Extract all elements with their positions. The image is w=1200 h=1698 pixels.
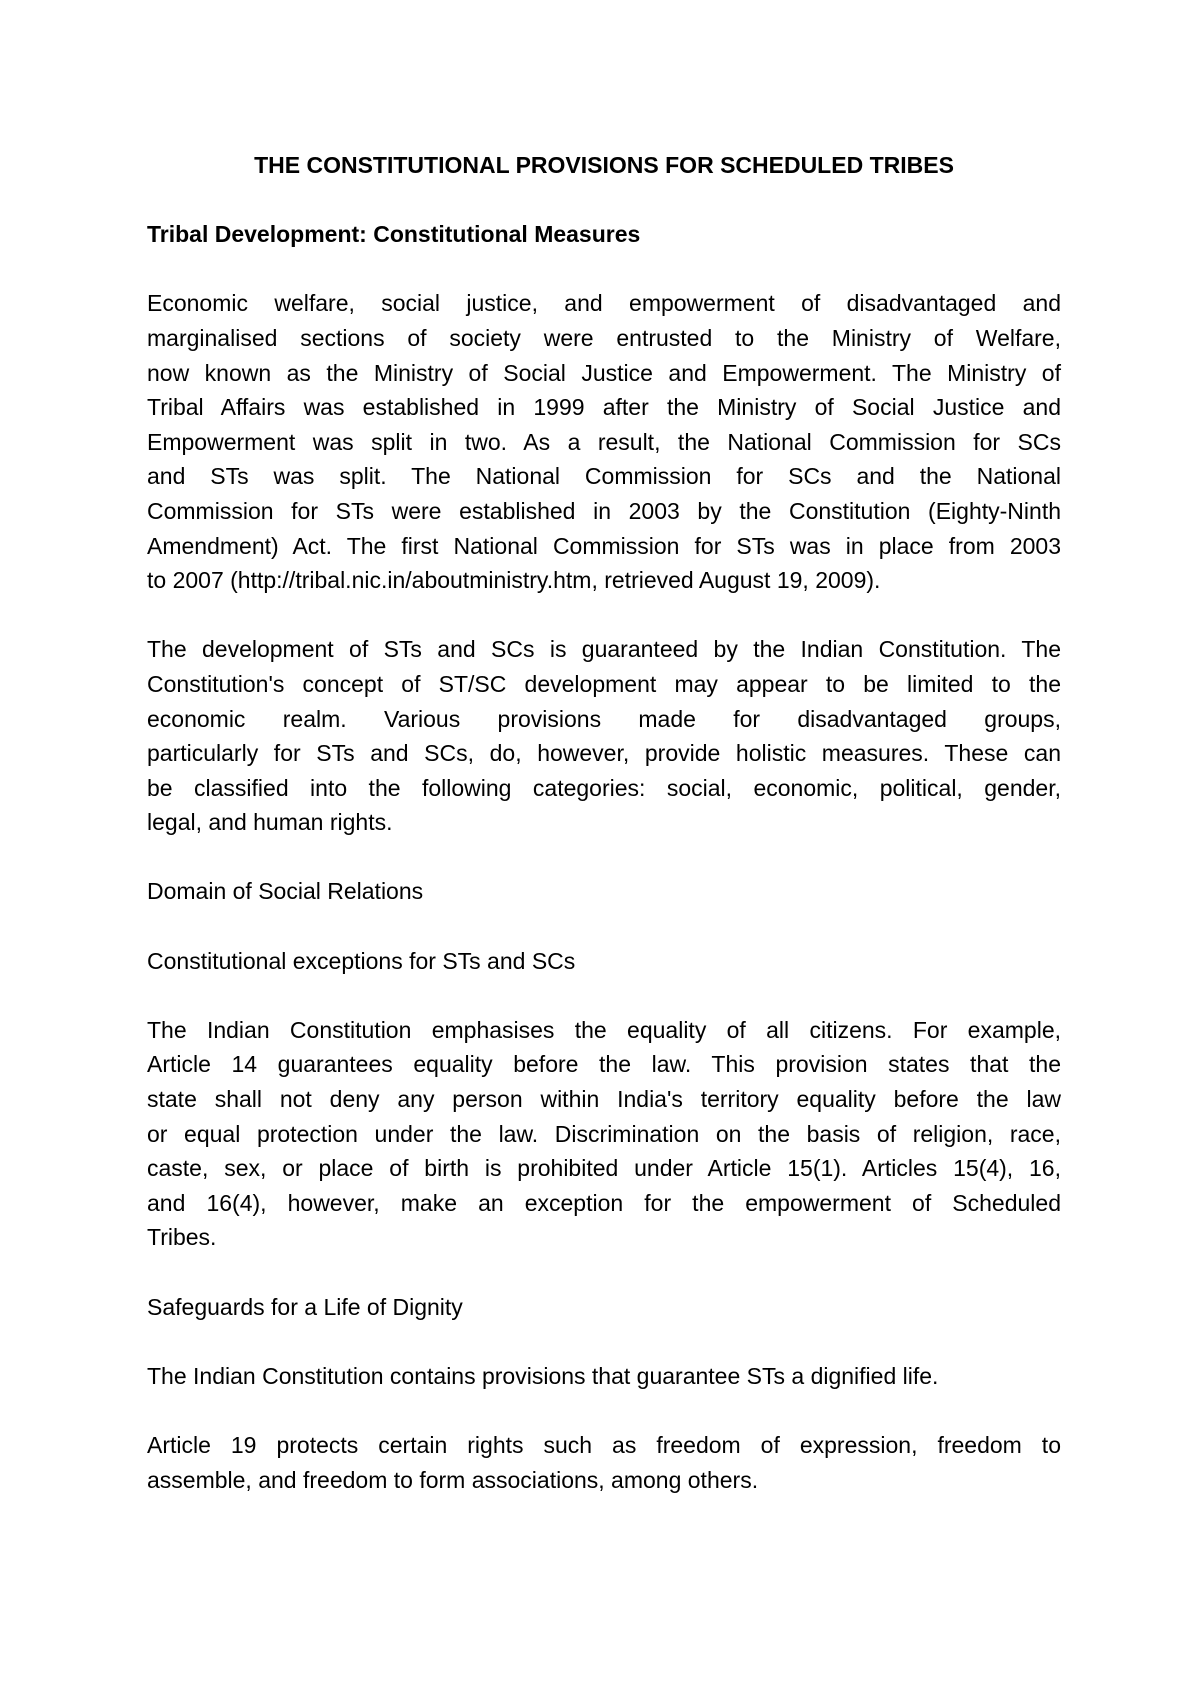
paragraph-line: now known as the Ministry of Social Justice and Empowerment. The Ministry of <box>147 359 1061 386</box>
paragraph-development-guarantee <box>147 632 1061 840</box>
paragraph-line: economic realm. Various provisions made for disadvantaged groups, <box>147 705 1061 732</box>
paragraph-line: Amendment) Act. The first National Commission for STs was in place from 2003 <box>147 532 1061 559</box>
paragraph-line: Tribal Affairs was established in 1999 after the Ministry of Social Justice and <box>147 394 1061 421</box>
paragraph-line: The development of STs and SCs is guaranteed by the Indian Constitution. The <box>147 636 1061 663</box>
paragraph-ministry-history <box>147 286 1061 597</box>
paragraph-line: Empowerment was split in two. As a result, the National Commission for SCs <box>147 428 1061 455</box>
paragraph-line: caste, sex, or place of birth is prohibited under Article 15(1). Articles 15(4), 16, <box>147 1155 1061 1182</box>
section-heading-social-relations: Domain of Social Relations <box>147 878 424 905</box>
paragraph-line: Constitution's concept of ST/SC development may appear to be limited to the <box>147 670 1061 697</box>
paragraph-line: Commission for STs were established in 2003 by the Constitution (Eighty-Ninth <box>147 497 1061 524</box>
paragraph-line: Article 14 guarantees equality before the law. This provision states that the <box>147 1051 1061 1078</box>
paragraph-line: legal, and human rights. <box>147 809 393 836</box>
document-body <box>147 148 1061 1532</box>
paragraph-line: and STs was split. The National Commission for SCs and the National <box>147 463 1061 490</box>
section-heading-dignity: Safeguards for a Life of Dignity <box>147 1293 463 1320</box>
paragraph-line: particularly for STs and SCs, do, however, provide holistic measures. These can <box>147 740 1061 767</box>
paragraph-line: state shall not deny any person within India's territory equality before the law <box>147 1086 1061 1113</box>
paragraph-line: Tribes. <box>147 1224 217 1251</box>
section-heading-tribal-development: Tribal Development: Constitutional Measures <box>147 221 641 248</box>
paragraph-equality <box>147 1013 1061 1255</box>
paragraph-line: The Indian Constitution emphasises the equality of all citizens. For example, <box>147 1016 1061 1043</box>
paragraph-line: Economic welfare, social justice, and empowerment of disadvantaged and <box>147 290 1061 317</box>
paragraph-line: or equal protection under the law. Discrimination on the basis of religion, race, <box>147 1120 1061 1147</box>
section-heading-constitutional-exceptions: Constitutional exceptions for STs and SCs <box>147 947 576 974</box>
paragraph-line: be classified into the following categories: social, economic, political, gender, <box>147 774 1061 801</box>
paragraph-line: Article 19 protects certain rights such as freedom of expression, freedom to <box>147 1431 1061 1458</box>
paragraph-line: marginalised sections of society were entrusted to the Ministry of Welfare, <box>147 324 1061 351</box>
paragraph-line: assemble, and freedom to form associations, among others. <box>147 1466 759 1493</box>
paragraph-article-19 <box>147 1428 1061 1497</box>
document-title: THE CONSTITUTIONAL PROVISIONS FOR SCHEDULED TRIBES <box>254 152 954 178</box>
paragraph-dignified-life: The Indian Constitution contains provisions that guarantee STs a dignified life. <box>147 1362 939 1389</box>
paragraph-line: to 2007 (http://tribal.nic.in/aboutministry.htm, retrieved August 19, 2009). <box>147 567 881 594</box>
paragraph-line: and 16(4), however, make an exception for the empowerment of Scheduled <box>147 1189 1061 1216</box>
